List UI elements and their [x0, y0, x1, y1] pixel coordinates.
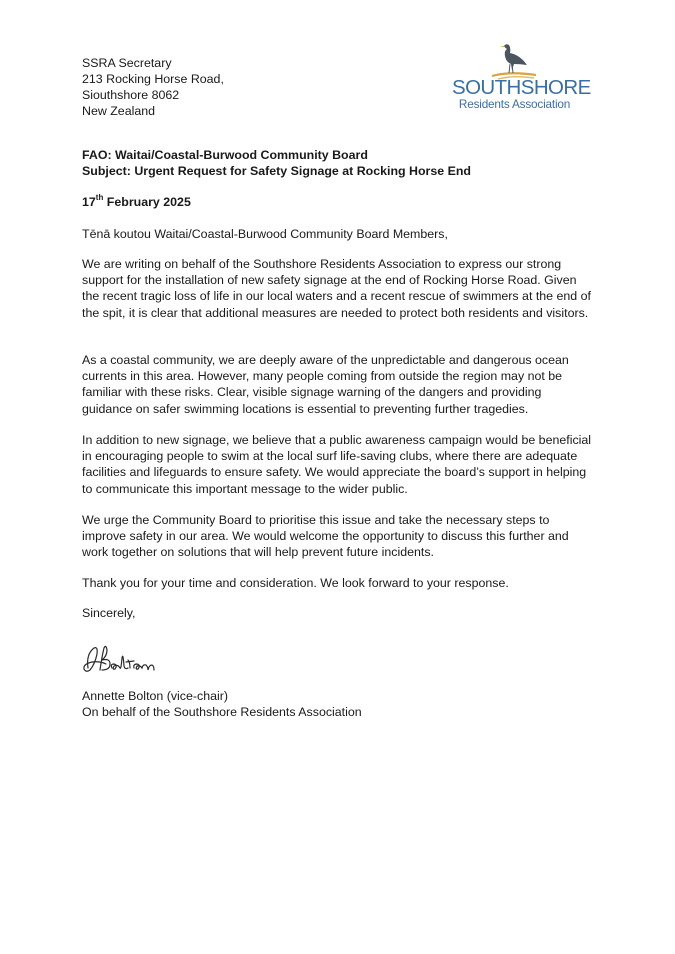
handwritten-signature: [80, 640, 160, 676]
subject-line: Subject: Urgent Request for Safety Signage at Rocking Horse End: [82, 164, 471, 178]
signer-block: [82, 688, 402, 720]
greeting-text: Tēnā koutou Waitai/Coastal-Burwood Community Board Members,: [82, 227, 448, 241]
signer-name: Annette Bolton (vice-chair): [82, 689, 229, 703]
logo-name: SOUTHSHORE: [452, 76, 591, 99]
sender-line-4: New Zealand: [82, 104, 156, 118]
paragraph-5: [82, 575, 592, 591]
closing: [82, 605, 592, 621]
paragraph-2-text: As a coastal community, we are deeply aware of the unpredictable and dangerous ocean currents in this area. However, many people coming from outside the region may not be familiar with these risks. Clear, visible signage warning of the dangers and providing guidance on safer swimming locations is essential to preventing further tragedies.: [82, 353, 569, 416]
date-rest: February 2025: [103, 195, 191, 209]
letter-heading: [82, 147, 602, 179]
letter-date: [82, 194, 191, 210]
paragraph-1: [82, 256, 592, 321]
signer-org: On behalf of the Southshore Residents Association: [82, 705, 362, 719]
greeting: [82, 226, 592, 242]
paragraph-4: [82, 512, 592, 561]
sender-line-1: SSRA Secretary: [82, 56, 172, 70]
southshore-logo: [452, 40, 591, 115]
closing-text: Sincerely,: [82, 606, 136, 620]
paragraph-2: [82, 352, 592, 417]
paragraph-4-text: We urge the Community Board to prioritise this issue and take the necessary steps to improve safety in our area. We would welcome the opportunity to discuss this further and work together on solutions that will help prevent future incidents.: [82, 513, 569, 560]
paragraph-1-text: We are writing on behalf of the Southshore Residents Association to express our strong support for the installation of new safety signage at the end of Rocking Horse Road. Given the recent tragic loss of life in our local waters and a recent rescue of swimmers at the end of the spit, it is clear that additional measures are needed to protect both residents and visitors.: [82, 257, 591, 320]
sender-line-2: 213 Rocking Horse Road,: [82, 72, 224, 86]
logo-subtitle: Residents Association: [458, 97, 571, 111]
date-day: 17: [82, 195, 96, 209]
sender-line-3: Siouthshore 8062: [82, 88, 180, 102]
paragraph-3: [82, 432, 592, 497]
fao-line: FAO: Waitai/Coastal-Burwood Community Board: [82, 148, 368, 162]
sender-address: [82, 55, 342, 119]
seagull-icon: [490, 40, 540, 80]
date-suffix: th: [95, 192, 104, 202]
paragraph-5-text: Thank you for your time and consideration. We look forward to your response.: [82, 576, 509, 590]
paragraph-3-text: In addition to new signage, we believe that a public awareness campaign would be beneficial in encouraging people to swim at the local surf life-saving clubs, where there are adequate facilities and lifeguards to ensure safety. We would appreciate the board’s support in helping to communicate this important message to the wider public.: [82, 433, 592, 496]
